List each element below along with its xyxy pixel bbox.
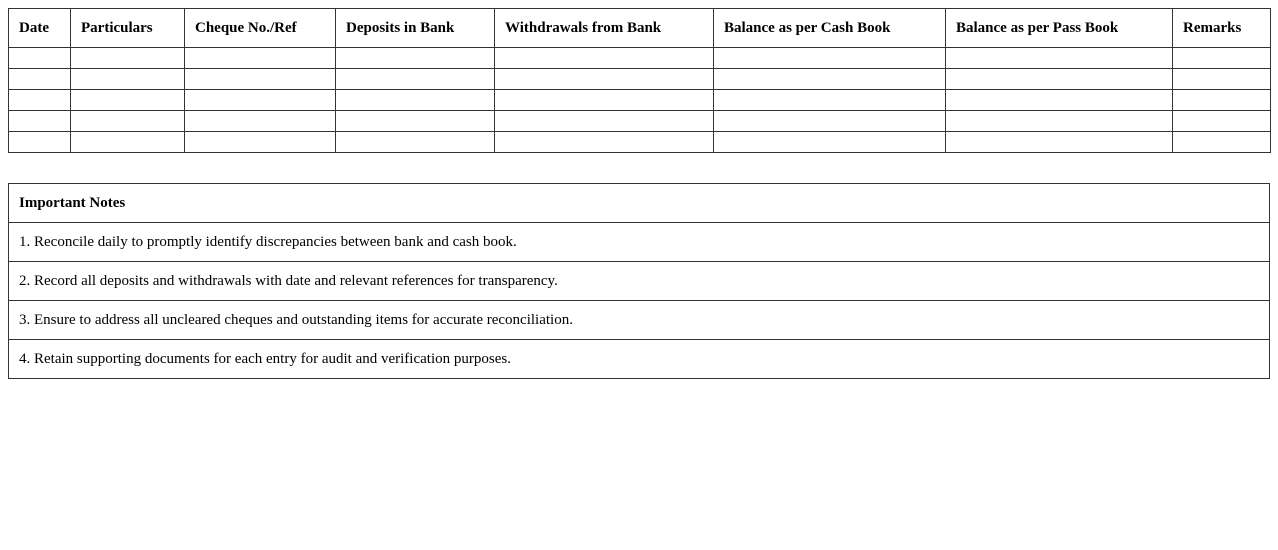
table-cell[interactable] bbox=[9, 90, 71, 111]
header-row bbox=[9, 9, 1271, 48]
table-cell[interactable] bbox=[336, 132, 495, 153]
table-cell[interactable] bbox=[495, 111, 714, 132]
table-row bbox=[9, 69, 1271, 90]
table-cell[interactable] bbox=[946, 132, 1173, 153]
table-cell[interactable] bbox=[336, 48, 495, 69]
table-cell[interactable] bbox=[495, 48, 714, 69]
table-cell[interactable] bbox=[946, 111, 1173, 132]
table-cell[interactable] bbox=[185, 111, 336, 132]
table-cell[interactable] bbox=[946, 90, 1173, 111]
header-remarks: Remarks bbox=[1173, 9, 1271, 48]
table-cell[interactable] bbox=[71, 132, 185, 153]
table-cell[interactable] bbox=[1173, 132, 1271, 153]
table-cell[interactable] bbox=[714, 48, 946, 69]
header-deposits: Deposits in Bank bbox=[336, 9, 495, 48]
table-cell[interactable] bbox=[9, 48, 71, 69]
important-notes-table bbox=[8, 183, 1270, 379]
table-cell[interactable] bbox=[1173, 111, 1271, 132]
table-cell[interactable] bbox=[495, 69, 714, 90]
note-item: 4. Retain supporting documents for each entry for audit and verification purposes. bbox=[9, 340, 1270, 379]
bank-reconciliation-table bbox=[8, 8, 1271, 153]
table-cell[interactable] bbox=[71, 69, 185, 90]
table-cell[interactable] bbox=[336, 90, 495, 111]
table-cell[interactable] bbox=[1173, 48, 1271, 69]
table-cell[interactable] bbox=[1173, 69, 1271, 90]
table-cell[interactable] bbox=[1173, 90, 1271, 111]
notes-title: Important Notes bbox=[9, 184, 1270, 223]
header-date: Date bbox=[9, 9, 71, 48]
table-row bbox=[9, 132, 1271, 153]
header-pass-book-balance: Balance as per Pass Book bbox=[946, 9, 1173, 48]
table-cell[interactable] bbox=[714, 90, 946, 111]
table-cell[interactable] bbox=[714, 69, 946, 90]
table-cell[interactable] bbox=[185, 69, 336, 90]
table-row bbox=[9, 48, 1271, 69]
table-cell[interactable] bbox=[714, 111, 946, 132]
table-cell[interactable] bbox=[495, 90, 714, 111]
table-cell[interactable] bbox=[9, 132, 71, 153]
table-cell[interactable] bbox=[71, 90, 185, 111]
table-cell[interactable] bbox=[9, 111, 71, 132]
table-cell[interactable] bbox=[185, 48, 336, 69]
header-cash-book-balance: Balance as per Cash Book bbox=[714, 9, 946, 48]
note-item: 3. Ensure to address all uncleared cheques and outstanding items for accurate reconciliation. bbox=[9, 301, 1270, 340]
header-withdrawals: Withdrawals from Bank bbox=[495, 9, 714, 48]
note-item: 1. Reconcile daily to promptly identify discrepancies between bank and cash book. bbox=[9, 223, 1270, 262]
table-cell[interactable] bbox=[946, 48, 1173, 69]
table-cell[interactable] bbox=[336, 111, 495, 132]
table-cell[interactable] bbox=[714, 132, 946, 153]
table-cell[interactable] bbox=[71, 48, 185, 69]
table-cell[interactable] bbox=[185, 90, 336, 111]
note-item: 2. Record all deposits and withdrawals with date and relevant references for transparency. bbox=[9, 262, 1270, 301]
table-row bbox=[9, 111, 1271, 132]
header-cheque-ref: Cheque No./Ref bbox=[185, 9, 336, 48]
table-cell[interactable] bbox=[946, 69, 1173, 90]
table-cell[interactable] bbox=[185, 132, 336, 153]
table-row bbox=[9, 90, 1271, 111]
table-cell[interactable] bbox=[71, 111, 185, 132]
table-cell[interactable] bbox=[336, 69, 495, 90]
table-cell[interactable] bbox=[495, 132, 714, 153]
table-cell[interactable] bbox=[9, 69, 71, 90]
header-particulars: Particulars bbox=[71, 9, 185, 48]
